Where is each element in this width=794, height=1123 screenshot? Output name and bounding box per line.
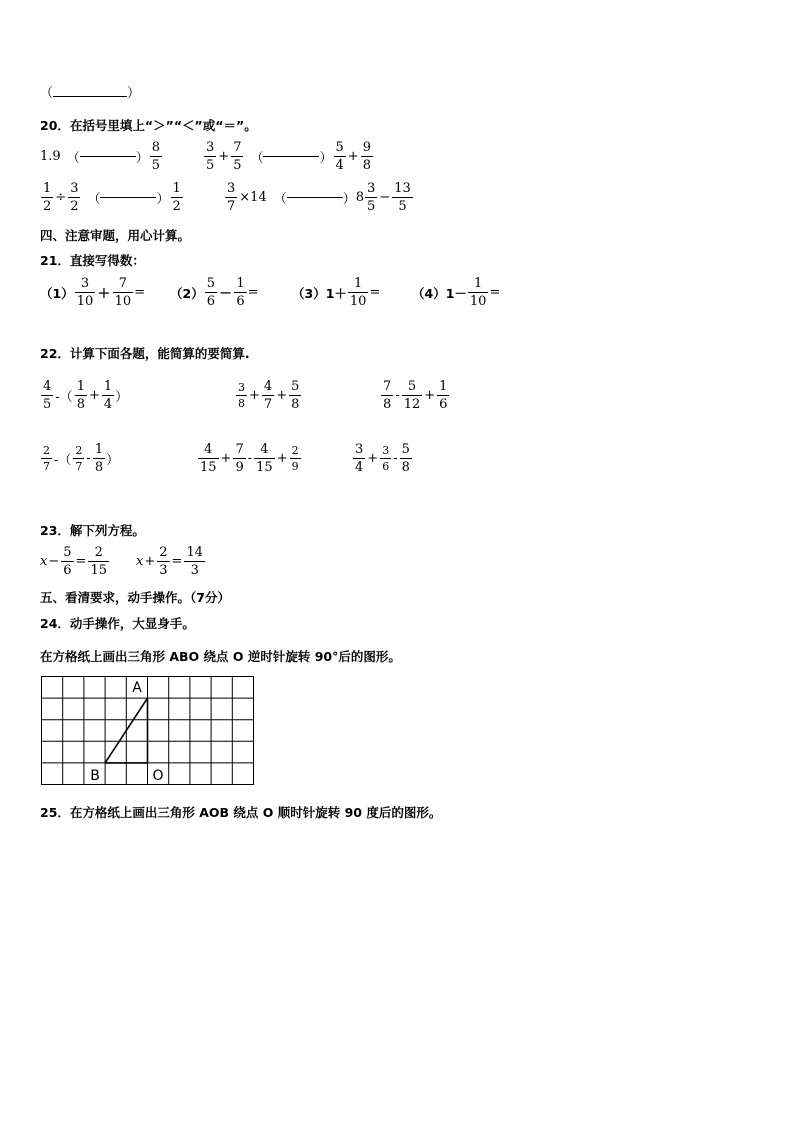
paren-close: ） xyxy=(115,390,129,405)
fraction: $\frac{1}{2}$ xyxy=(172,181,181,214)
q23-equation-1 xyxy=(40,546,110,577)
fraction: $\frac{3}{8}$ xyxy=(238,381,245,410)
operator: ×14 xyxy=(239,190,267,205)
equals: = xyxy=(369,285,381,300)
q22-expr-4 xyxy=(40,443,119,474)
fraction: $\frac{3}{4}$ xyxy=(355,442,364,475)
operator: + xyxy=(424,388,436,403)
section-5-heading: 五、看清要求，动手操作。（7分） xyxy=(40,590,230,605)
operator: + xyxy=(347,149,359,164)
fraction: $\frac{3}{7}$ xyxy=(227,181,236,214)
operator: + xyxy=(220,451,232,466)
fraction: $\frac{4}{5}$ xyxy=(43,379,52,412)
q20-item-a xyxy=(40,141,163,172)
fraction: $\frac{3}{5}$ xyxy=(206,140,215,173)
fraction: $\frac{1}{8}$ xyxy=(94,442,104,475)
q25-title: 25．在方格纸上画出三角形 AOB 绕点 O 顺时针旋转 90 度后的图形。 xyxy=(40,805,442,820)
fraction: $\frac{1}{6}$ xyxy=(236,276,245,309)
fraction: $\frac{2}{9}$ xyxy=(291,444,299,473)
fraction: $\frac{2}{7}$ xyxy=(43,444,50,473)
fraction: $\frac{7}{10}$ xyxy=(114,276,132,309)
operator: - xyxy=(393,451,398,466)
item-label: （2） xyxy=(170,285,204,301)
mixed-whole: 8 xyxy=(355,190,365,205)
fraction: $\frac{1}{4}$ xyxy=(103,379,113,412)
fraction: $\frac{5}{8}$ xyxy=(291,379,300,412)
equals: = xyxy=(489,285,501,300)
fraction: $\frac{4}{15}$ xyxy=(200,442,217,475)
paren-open: （ xyxy=(87,192,101,207)
q22-expr-6 xyxy=(352,443,413,474)
paren-close: ） xyxy=(106,453,120,468)
operator: + xyxy=(144,554,156,569)
q23-title: 23．解下列方程。 xyxy=(40,523,145,538)
q23-equation-2 xyxy=(136,546,206,577)
q22-expr-3 xyxy=(380,380,450,411)
fraction: $\frac{5}{12}$ xyxy=(403,379,421,412)
equals: = xyxy=(134,285,146,300)
fraction: $\frac{5}{6}$ xyxy=(206,276,215,309)
operator: − xyxy=(379,190,391,205)
fraction: $\frac{2}{7}$ xyxy=(75,444,83,473)
operator: - xyxy=(395,388,400,403)
blank-line[interactable] xyxy=(53,96,127,97)
paren-close: ） xyxy=(127,86,141,101)
fraction: $\frac{7}{9}$ xyxy=(235,442,244,475)
paren-open: （ xyxy=(273,192,287,207)
equals: = xyxy=(75,554,87,569)
fraction: $\frac{3}{6}$ xyxy=(382,444,390,473)
fraction: $\frac{2}{15}$ xyxy=(90,545,107,578)
item-label: （3）1＋ xyxy=(292,285,347,301)
paren-close: ） xyxy=(319,151,333,166)
fraction: $\frac{1}{8}$ xyxy=(76,379,85,412)
fraction: $\frac{13}{5}$ xyxy=(394,181,411,214)
fraction: $\frac{1}{2}$ xyxy=(43,181,52,214)
q24-title: 24．动手操作，大显身手。 xyxy=(40,616,195,631)
operator: - xyxy=(247,451,253,466)
paren-close: ） xyxy=(156,192,170,207)
q20-title: 20．在括号里填上“＞”“＜”或“＝”。 xyxy=(40,118,257,133)
paren-open: （ xyxy=(40,86,54,101)
paren-open: （ xyxy=(250,151,264,166)
q20-item-b xyxy=(203,141,374,172)
operator: − xyxy=(48,554,60,569)
compare-blank[interactable] xyxy=(263,156,319,157)
operator: + xyxy=(367,451,379,466)
paren-close: ） xyxy=(135,151,149,166)
fraction: $\frac{1}{6}$ xyxy=(439,379,448,412)
q20-item-d xyxy=(224,182,414,213)
operator: - xyxy=(86,451,91,466)
equals: = xyxy=(247,285,259,300)
label-b: B xyxy=(90,768,100,784)
operator: + xyxy=(276,451,288,466)
q22-expr-5 xyxy=(197,443,302,474)
fraction: $\frac{3}{2}$ xyxy=(70,181,79,214)
variable: x xyxy=(136,554,144,569)
compare-blank[interactable] xyxy=(100,197,156,198)
label-a: A xyxy=(132,680,142,696)
fraction: $\frac{3}{5}$ xyxy=(367,181,376,214)
section-4-heading: 四、注意审题，用心计算。 xyxy=(40,228,191,243)
equals: = xyxy=(171,554,183,569)
operator: -（ xyxy=(55,390,73,405)
q21-item-4 xyxy=(412,277,500,308)
fraction: $\frac{2}{3}$ xyxy=(159,545,168,578)
compare-blank[interactable] xyxy=(80,156,136,157)
fraction: $\frac{7}{5}$ xyxy=(233,140,242,173)
operator: + xyxy=(88,388,100,403)
fraction: $\frac{4}{15}$ xyxy=(256,442,273,475)
item-label: （1） xyxy=(40,285,74,301)
fraction: $\frac{1}{10}$ xyxy=(349,276,367,309)
paren-close: ） xyxy=(342,192,356,207)
q21-item-1 xyxy=(40,277,145,308)
operator: + xyxy=(276,388,288,403)
fraction: $\frac{5}{4}$ xyxy=(335,140,344,173)
operator: − xyxy=(218,283,233,302)
q21-item-3 xyxy=(292,277,380,308)
operator: + xyxy=(218,149,230,164)
fraction: $\frac{5}{6}$ xyxy=(63,545,72,578)
variable: x xyxy=(40,554,48,569)
operator: + xyxy=(249,388,260,403)
q20-item-c xyxy=(40,182,184,213)
q24-instruction: 在方格纸上画出三角形 ABO 绕点 O 逆时针旋转 90°后的图形。 xyxy=(40,649,401,664)
grid-paper[interactable] xyxy=(41,676,255,788)
q21-item-2 xyxy=(170,277,259,308)
answer-blank-top[interactable] xyxy=(40,82,140,101)
q21-title: 21．直接写得数： xyxy=(40,253,145,268)
q22-expr-2 xyxy=(235,380,302,411)
operator: + xyxy=(97,283,111,302)
fraction: $\frac{1}{10}$ xyxy=(469,276,487,309)
operator: ÷ xyxy=(55,190,67,205)
compare-blank[interactable] xyxy=(287,197,343,198)
operator: -（ xyxy=(54,453,72,468)
number: 1.9 xyxy=(40,149,61,164)
fraction: $\frac{5}{8}$ xyxy=(401,442,410,475)
fraction: $\frac{14}{3}$ xyxy=(186,545,203,578)
label-o: O xyxy=(152,768,164,784)
q22-title: 22．计算下面各题，能简算的要简算. xyxy=(40,346,250,361)
fraction: $\frac{3}{10}$ xyxy=(76,276,94,309)
fraction: $\frac{7}{8}$ xyxy=(383,379,392,412)
q22-expr-1 xyxy=(40,380,128,411)
fraction: $\frac{8}{5}$ xyxy=(151,140,160,173)
fraction: $\frac{9}{8}$ xyxy=(362,140,371,173)
paren-open: （ xyxy=(66,151,80,166)
fraction: $\frac{4}{7}$ xyxy=(263,379,273,412)
item-label: （4）1－ xyxy=(412,285,467,301)
